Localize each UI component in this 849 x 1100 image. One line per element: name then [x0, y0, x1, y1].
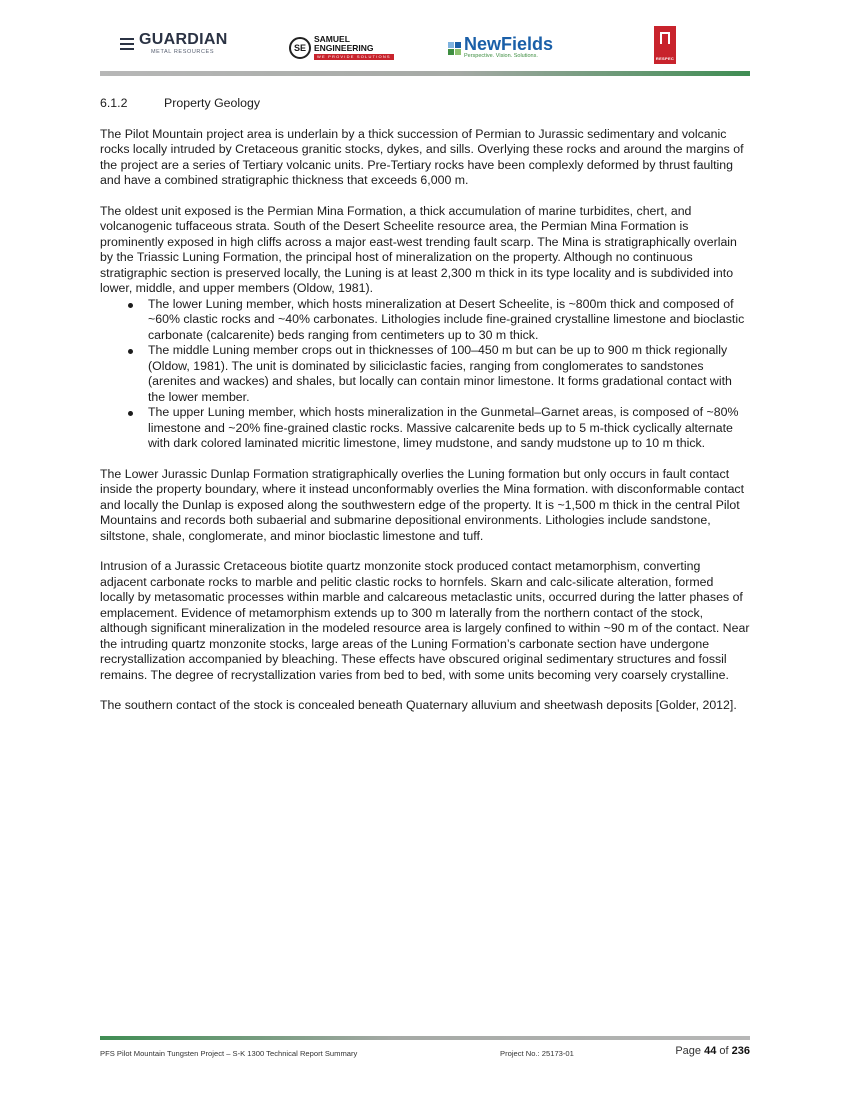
footer-divider: [100, 1036, 750, 1040]
newfields-logo-name: NewFields: [464, 34, 554, 54]
footer-project-number: Project No.: 25173-01: [500, 1049, 574, 1058]
samuel-engineering-logo: [289, 35, 394, 60]
page-total: 236: [731, 1045, 750, 1057]
samuel-logo-line1: SAMUEL: [314, 34, 350, 44]
page-footer: [100, 1045, 750, 1061]
section-title: Property Geology: [164, 96, 261, 110]
list-item-text: The lower Luning member, which hosts mineralization at Desert Scheelite, is ~800m thick and composed of ~60% clastic rocks and ~40% carbonates. Lithologies include fine-grained crystalline limestone and bioclastic carbonate (calcarenite) beds ranging from centimeters up to 30 m thick.: [148, 296, 745, 342]
list-item-text: The middle Luning member crops out in thicknesses of 100–450 m but can be up to 900 m thick regionally (Oldow, 1981). The unit is dominated by siliciclastic facies, ranging from conglomerates to sandstones (arenites and wackes) and shales, but locally can contain minor limestone. It forms gradational contact with the lower member.: [148, 343, 732, 404]
section-number: 6.1.2: [100, 96, 128, 110]
document-body: [100, 96, 750, 729]
list-item: [100, 405, 750, 452]
guardian-logo-name: GUARDIAN: [139, 31, 228, 48]
samuel-se-mark-icon: SE: [289, 37, 311, 59]
footer-page-number: [675, 1045, 750, 1057]
bullet-icon: [128, 411, 133, 416]
newfields-squares-icon: [448, 42, 461, 55]
page-current: 44: [704, 1045, 717, 1057]
page-header: [96, 22, 751, 78]
section-heading: [100, 96, 750, 112]
samuel-logo-line2: ENGINEERING: [314, 43, 374, 53]
respec-mark-icon: [660, 32, 670, 44]
guardian-bars-icon: [120, 38, 134, 50]
samuel-logo-tagline: WE PROVIDE SOLUTIONS: [314, 54, 394, 60]
page-prefix: Page: [675, 1045, 705, 1057]
paragraph-southern-contact: The southern contact of the stock is concealed beneath Quaternary alluvium and sheetwash deposits [Golder, 2012].: [100, 698, 737, 712]
newfields-logo-tagline: Perspective. Vision. Solutions.: [464, 53, 538, 59]
list-item: [100, 297, 750, 344]
bullet-icon: [128, 349, 133, 354]
bullet-icon: [128, 303, 133, 308]
paragraph-intrusion: Intrusion of a Jurassic Cretaceous biotite quartz monzonite stock produced contact metamorphism, converting adjacent carbonate rocks to marble and pelitic clastic rocks to hornfels. Skarn and calc-silicate alteration, formed locally by metasomatic processes within marble and calcareous metaclastic units, occurred during the latter phases of emplacement. Evidence of metamorphism extends up to 300 m laterally from the northern contact of the stock, although significant mineralization in the modeled resource area is largely confined to within ~90 m of the contact. Near the intruding quartz monzonite stocks, large areas of the Luning Formation’s carbonate section have undergone recrystallization accompanied by bleaching. These effects have obscured original sedimentary structures and fossil remains. The degree of recrystallization varies from bed to bed, with some units becoming very coarsely crystalline.: [100, 559, 750, 682]
paragraph-dunlap-formation: The Lower Jurassic Dunlap Formation stratigraphically overlies the Luning formation but only occurs in fault contact inside the property boundary, where it instead unconformably overlies the Mina formation. with disconformable contact and locally the Dunlap is exposed along the southwestern edge of the property. It is ~1,500 m thick in the central Pilot Mountains and records both subaerial and submarine depositional environments. Lithologies include sandstone, siltstone, shale, conglomerate, and minor bioclastic limestone and tuff.: [100, 466, 745, 543]
paragraph-intro: The Pilot Mountain project area is underlain by a thick succession of Permian to Jurassic sedimentary and volcanic rocks locally intruded by Cretaceous granitic stocks, dykes, and sills. Overlying these rocks and around the margins of the project are a series of Tertiary volcanic units. Pre-Tertiary rocks have been complexly deformed by thrust faulting and have a combined stratigraphic thickness that exceeds 6,000 m.: [100, 126, 744, 187]
paragraph-mina-formation: The oldest unit exposed is the Permian Mina Formation, a thick accumulation of marine turbidites, chert, and volcanogenic tuffaceous strata. South of the Desert Scheelite resource area, the Permian Mina Formation is prominently exposed in high cliffs across a major east-west trending fault scarp. The Mina is stratigraphically overlain by the Triassic Luning Formation, the principal host of mineralization on the property. Although no continuous stratigraphic section is preserved locally, the Luning is at least 2,300 m thick in its type locality and is subdivided into lower, middle, and upper members (Oldow, 1981).: [100, 203, 737, 295]
footer-report-title: PFS Pilot Mountain Tungsten Project – S-K 1300 Technical Report Summary: [100, 1049, 358, 1058]
list-item-text: The upper Luning member, which hosts mineralization in the Gunmetal–Garnet areas, is composed of ~80% limestone and ~20% fine-grained clastic rocks. Massive calcarenite beds up to 5 m-thick cyclically alternate with dark colored laminated micritic limestone, limey mudstone, and sandy mudstone up to 10 m thick.: [148, 405, 739, 450]
respec-logo-name: RESPEC: [655, 56, 675, 61]
list-item: [100, 343, 750, 405]
newfields-logo: [448, 36, 553, 60]
header-divider: [100, 71, 750, 76]
luning-members-list: [100, 297, 750, 452]
guardian-logo: [120, 32, 228, 56]
page-of: of: [716, 1045, 732, 1057]
respec-logo: [654, 26, 676, 64]
guardian-logo-sub: METAL RESOURCES: [151, 49, 215, 55]
